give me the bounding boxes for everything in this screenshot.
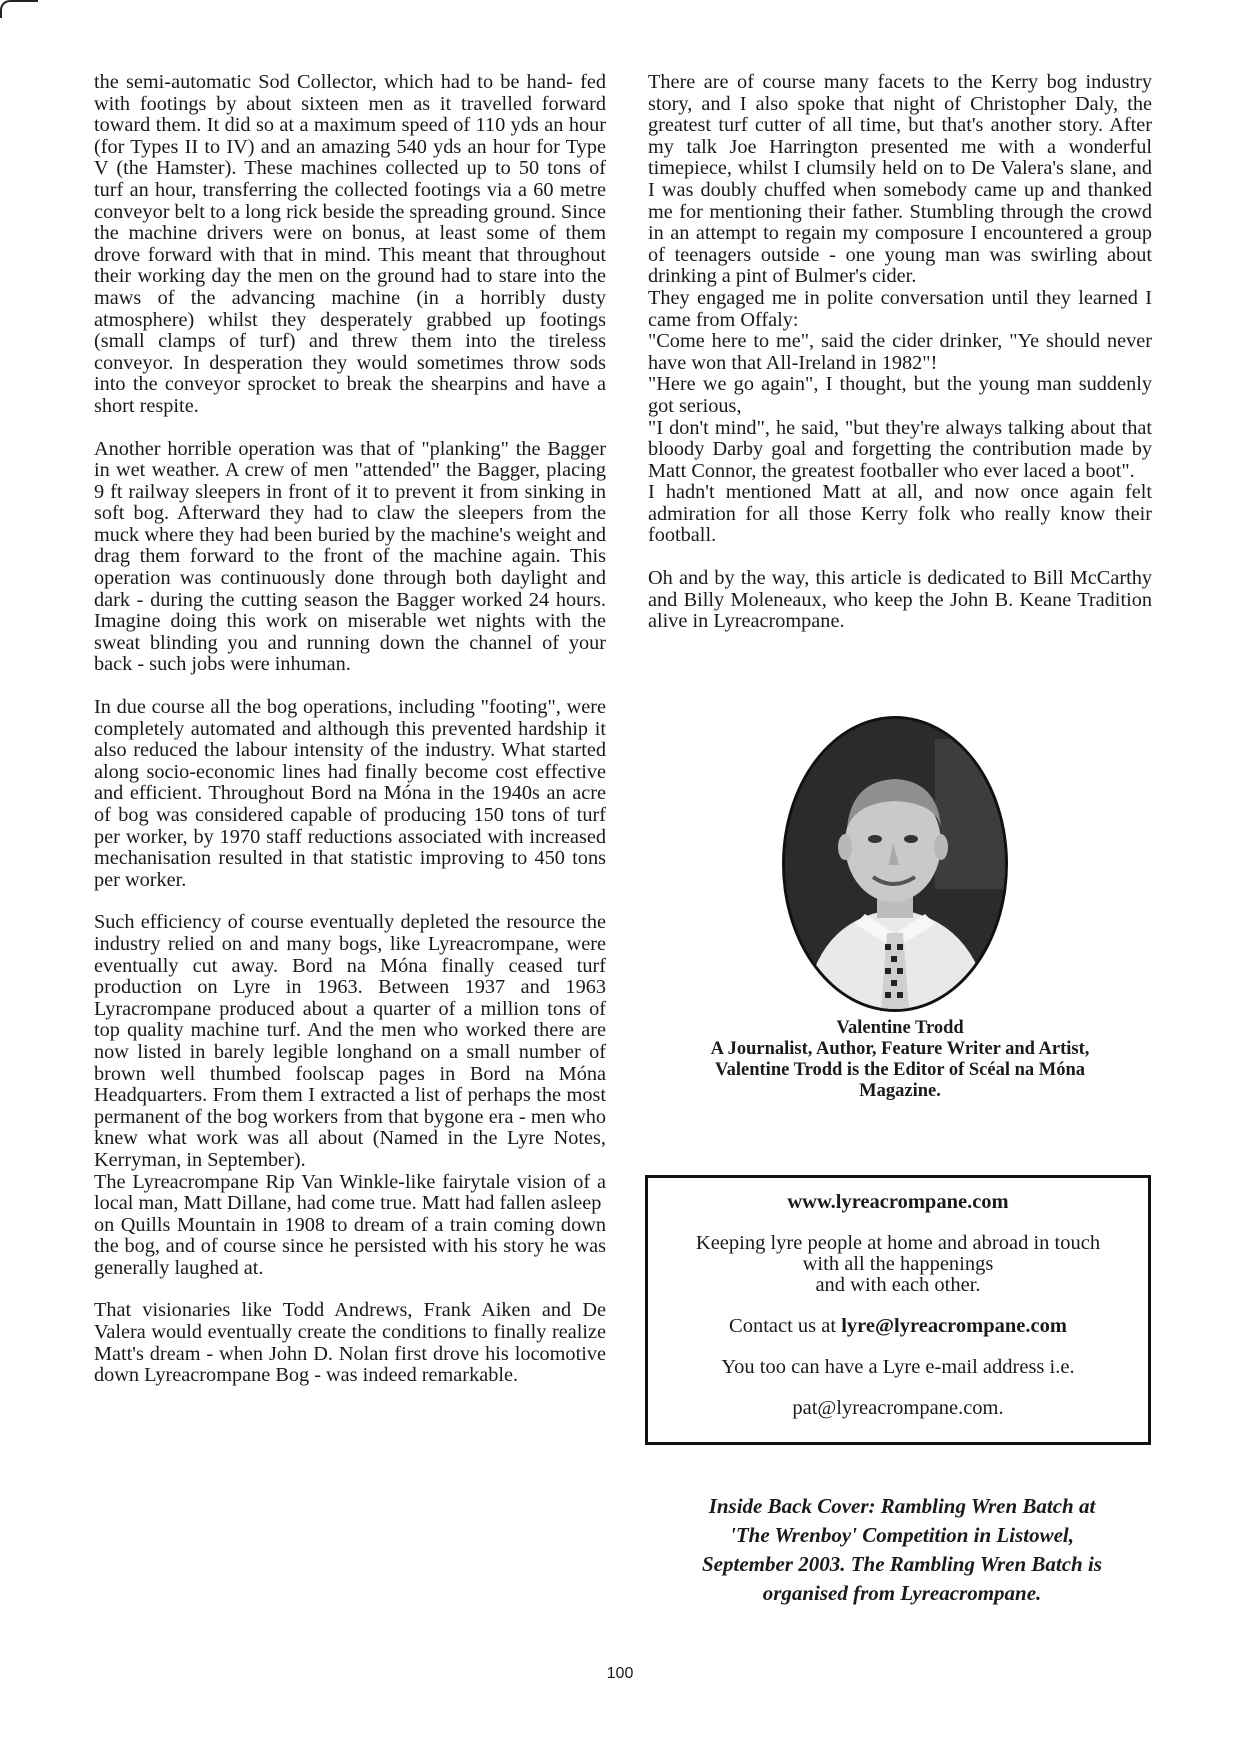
left-column xyxy=(94,72,606,1408)
caption-line-1: A Journalist, Author, Feature Writer and Artist, xyxy=(710,1039,1090,1059)
inside-cover-line-2: 'The Wrenboy' Competition in Listowel, xyxy=(730,1523,1074,1547)
paragraph-here-we-go: "Here we go again", I thought, but the young man suddenly got serious, xyxy=(648,373,1152,417)
page-number: 100 xyxy=(606,1665,634,1682)
info-tagline xyxy=(648,1233,1148,1296)
paragraph-visionaries: That visionaries like Todd Andrews, Frank Aiken and De Valera would eventually create the conditions to finally realize Matt's dream - when John D. Nolan first drove his locomotive down Lyreacrompane Bog - was indeed remarkable. xyxy=(94,1299,606,1387)
inside-cover-line-4: organised from Lyreacrompane. xyxy=(762,1581,1042,1605)
paragraph-planking: Another horrible operation was that of "planking" the Bagger in wet weather. A crew of men "attended" the Bagger, placing 9 ft railway sleepers in front of it to prevent it from sinking in soft bog. Afterward they had to claw the sleepers from the muck where they had been buried by the machine's weight and drag them forward to the front of the machine again. This operation was continuously done through both daylight and dark - during the cutting season the Bagger worked 24 hours. Imagine doing this work on miserable wet nights with the sweat blinding you and running down the channel of your back - such jobs were inhuman. xyxy=(94,437,606,676)
contact-prefix: Contact us at xyxy=(729,1315,842,1337)
caption-name: Valentine Trodd xyxy=(836,1018,964,1038)
paragraph-kerry-folk: I hadn't mentioned Matt at all, and now once again felt admiration for all those Kerry folk who really know their football. xyxy=(648,481,1152,547)
website-url-link[interactable]: www.lyreacrompane.com xyxy=(787,1191,1009,1213)
right-column xyxy=(648,72,1152,654)
portrait-illustration xyxy=(785,719,1005,1009)
portrait-caption xyxy=(648,1018,1152,1102)
example-email-link[interactable]: pat@lyreacrompane.com. xyxy=(792,1397,1004,1419)
inside-cover-line-3: September 2003. The Rambling Wren Batch is xyxy=(701,1552,1102,1576)
paragraph-dedication: Oh and by the way, this article is dedicated to Bill McCarthy and Billy Moleneaux, who keep the John B. Keane Tradition alive in Lyreacrompane. xyxy=(648,567,1152,633)
paragraph-quills-mountain: on Quills Mountain in 1908 to dream of a train coming down the bog, and of course since he persisted with his story he was generally laughed at. xyxy=(94,1213,606,1279)
contact-email-link[interactable]: lyre@lyreacrompane.com xyxy=(841,1315,1067,1337)
website-info-box xyxy=(645,1175,1151,1445)
page-corner-mark xyxy=(0,0,38,18)
paragraph-darby-goal: "I don't mind", he said, "but they're always talking about that bloody Darby goal and forgetting the contribution made by Matt Connor, the greatest footballer who ever laced a boot". xyxy=(648,416,1152,482)
tagline-line-3: and with each other. xyxy=(815,1274,981,1296)
paragraph-kerry-bog-story: There are of course many facets to the Kerry bog industry story, and I also spoke that night of Christopher Daly, the greatest turf cutter of all time, but that's another story. After my talk Joe Harrington presented me with a wonderful timepiece, whilst I clumsily held on to De Valera's slane, and I was doubly chuffed when somebody came up and thanked me for mentioning their father. Stumbling through the crowd in an attempt to regain my composure I encountered a group of teenagers outside - one young man was swirling about drinking a pint of Bulmer's cider. xyxy=(648,71,1152,288)
caption-line-3: Magazine. xyxy=(859,1081,941,1101)
paragraph-polite-conversation: They engaged me in polite conversation until they learned I came from Offaly: xyxy=(648,286,1152,331)
email-offer-text: You too can have a Lyre e-mail address i.e. xyxy=(721,1356,1075,1378)
tagline-line-2: with all the happenings xyxy=(802,1253,994,1275)
inside-back-cover-note xyxy=(650,1492,1154,1608)
paragraph-sod-collector: the semi-automatic Sod Collector, which had to be hand- fed with footings by about sixteen men as it travelled forward toward them. It did so at a maximum speed of 110 yds an hour (for Types II to IV) and an amazing 540 yds an hour for Type V (the Hamster). These machines collected up to 50 tons of turf an hour, transferring the collected footings via a 60 metre conveyor belt to a long rick beside the spreading ground. Since the machine drivers were on bonus, at least some of them drove forward with that in mind. This meant that throughout their working day the men on the ground had to stare into the maws of the advancing machine (in a horribly dusty atmosphere) whilst they desperately grabbed up footings (small clamps of turf) and threw them into the tireless conveyor. In desperation they would sometimes throw sods into the conveyor sprocket to break the shearpins and have a short respite. xyxy=(94,71,606,417)
author-portrait-photo xyxy=(782,716,1008,1012)
tagline-line-1: Keeping lyre people at home and abroad in touch xyxy=(695,1232,1101,1254)
contact-line xyxy=(648,1316,1148,1337)
paragraph-efficiency: Such efficiency of course eventually depleted the resource the industry relied on and many bogs, like Lyreacrompane, were eventually cut away. Bord na Móna finally ceased turf production on Lyre in 1963. Between 1937 and 1963 Lyracrompane produced about a quarter of a million tons of top quality machine turf. And the men who worked there are now listed in barely legible longhand on a small number of brown well thumbed foolscap pages in Bord na Móna Headquarters. From them I extracted a list of perhaps the most permanent of the bog workers from that bygone era - men who knew what work was all about (Named in the Lyre Notes, Kerryman, in September). xyxy=(94,911,606,1171)
paragraph-automation: In due course all the bog operations, including "footing", were completely automated and although this prevented hardship it also reduced the labour intensity of the industry. What started along socio-economic lines had finally become cost effective and efficient. Throughout Bord na Móna in the 1940s an acre of bog was considered capable of producing 150 tons of turf per worker, by 1970 staff reductions associated with increased mechanisation resulted in that statistic improving to 450 tons per worker. xyxy=(94,696,606,891)
caption-line-2: Valentine Trodd is the Editor of Scéal na Móna xyxy=(714,1060,1086,1080)
paragraph-cider-drinker: "Come here to me", said the cider drinker, "Ye should never have won that All-Ireland in 1982"! xyxy=(648,330,1152,374)
inside-cover-line-1: Inside Back Cover: Rambling Wren Batch at xyxy=(708,1494,1096,1518)
paragraph-rip-van-winkle: The Lyreacrompane Rip Van Winkle-like fairytale vision of a local man, Matt Dillane, had come true. Matt had fallen asleep xyxy=(94,1170,606,1215)
